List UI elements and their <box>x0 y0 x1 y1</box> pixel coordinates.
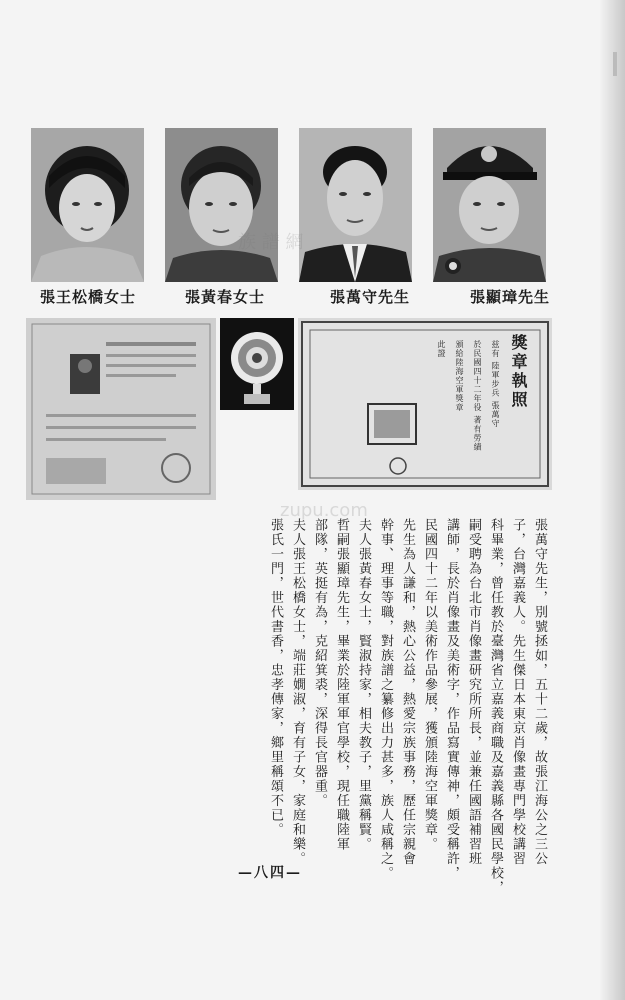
body-column: 嗣受聘為台北市肖像畫研究所所長，並兼任國語補習班 <box>466 518 481 866</box>
body-column: 張氏一門，世代書香，忠孝傳家，鄉里稱頌不已。 <box>268 518 283 837</box>
body-column: 民國四十二年以美術作品參展，獲頒陸海空軍獎章。 <box>422 518 437 852</box>
watermark-lower: zupu.com <box>280 500 368 521</box>
scan-mark <box>613 52 617 76</box>
caption-zhang-xianzhang: 張顯璋先生 <box>469 288 550 306</box>
body-column: 張萬守先生，別號拯如，五十二歲，故張江海公之三公 <box>532 518 547 866</box>
certificate-line: 頒給陸海空軍獎章 <box>455 340 464 412</box>
portrait-older-woman <box>165 128 278 282</box>
identity-document <box>26 318 216 500</box>
caption-zhang-wanshou: 張萬守先生 <box>329 288 410 306</box>
portrait-young-woman <box>31 128 144 282</box>
body-column: 夫人張黃春女士，賢淑持家，相夫教子，里黨稱賢。 <box>356 518 371 852</box>
certificate-line: 於民國四十二年役 著有勞績 <box>473 340 482 452</box>
portrait-man-uniform-image <box>433 128 546 282</box>
portrait-man-suit <box>299 128 412 282</box>
medal-icon <box>220 318 294 410</box>
certificate-line: 此證 <box>437 340 446 358</box>
body-column: 部隊，英挺有為，克紹箕裘，深得長官器重。 <box>312 518 327 808</box>
certificate-title: 獎章執照 <box>509 334 528 410</box>
portrait-man-uniform <box>433 128 546 282</box>
body-column: 幹事、理事等職，對族譜之纂修出力甚多，族人咸稱之。 <box>378 518 393 881</box>
body-column: 科畢業，曾任教於臺灣省立嘉義商職及嘉義縣各國民學校， <box>488 518 503 895</box>
medal-certificate <box>298 318 552 490</box>
caption-zhang-huangchun: 張黃春女士 <box>184 288 265 306</box>
page-number: —八四— <box>238 865 302 881</box>
portrait-young-woman-image <box>31 128 144 282</box>
identity-document-image <box>26 318 216 500</box>
body-column: 夫人張王松橋女士，端莊嫺淑，育有子女，家庭和樂。 <box>290 518 305 866</box>
certificate-line: 兹有 陸軍步兵 張萬守 <box>491 340 500 429</box>
portrait-older-woman-image <box>165 128 278 282</box>
portrait-man-suit-image <box>299 128 412 282</box>
body-column: 講師，長於肖像畫及美術字，作品寫實傳神，頗受稱許， <box>444 518 459 881</box>
page-edge-shadow <box>599 0 625 1000</box>
body-column: 哲嗣張顯璋先生，畢業於陸軍軍官學校，現任職陸軍 <box>334 518 349 852</box>
body-column: 先生為人謙和，熱心公益，熱愛宗族事務，歷任宗親會 <box>400 518 415 866</box>
body-column: 子，台灣嘉義人。先生傑日本東京肖像畫專門學校講習 <box>510 518 525 866</box>
medal-photo <box>220 318 294 410</box>
caption-zhang-wangsongqiao: 張王松橋女士 <box>39 288 136 306</box>
watermark-upper: 族 譜 網 <box>238 232 304 253</box>
